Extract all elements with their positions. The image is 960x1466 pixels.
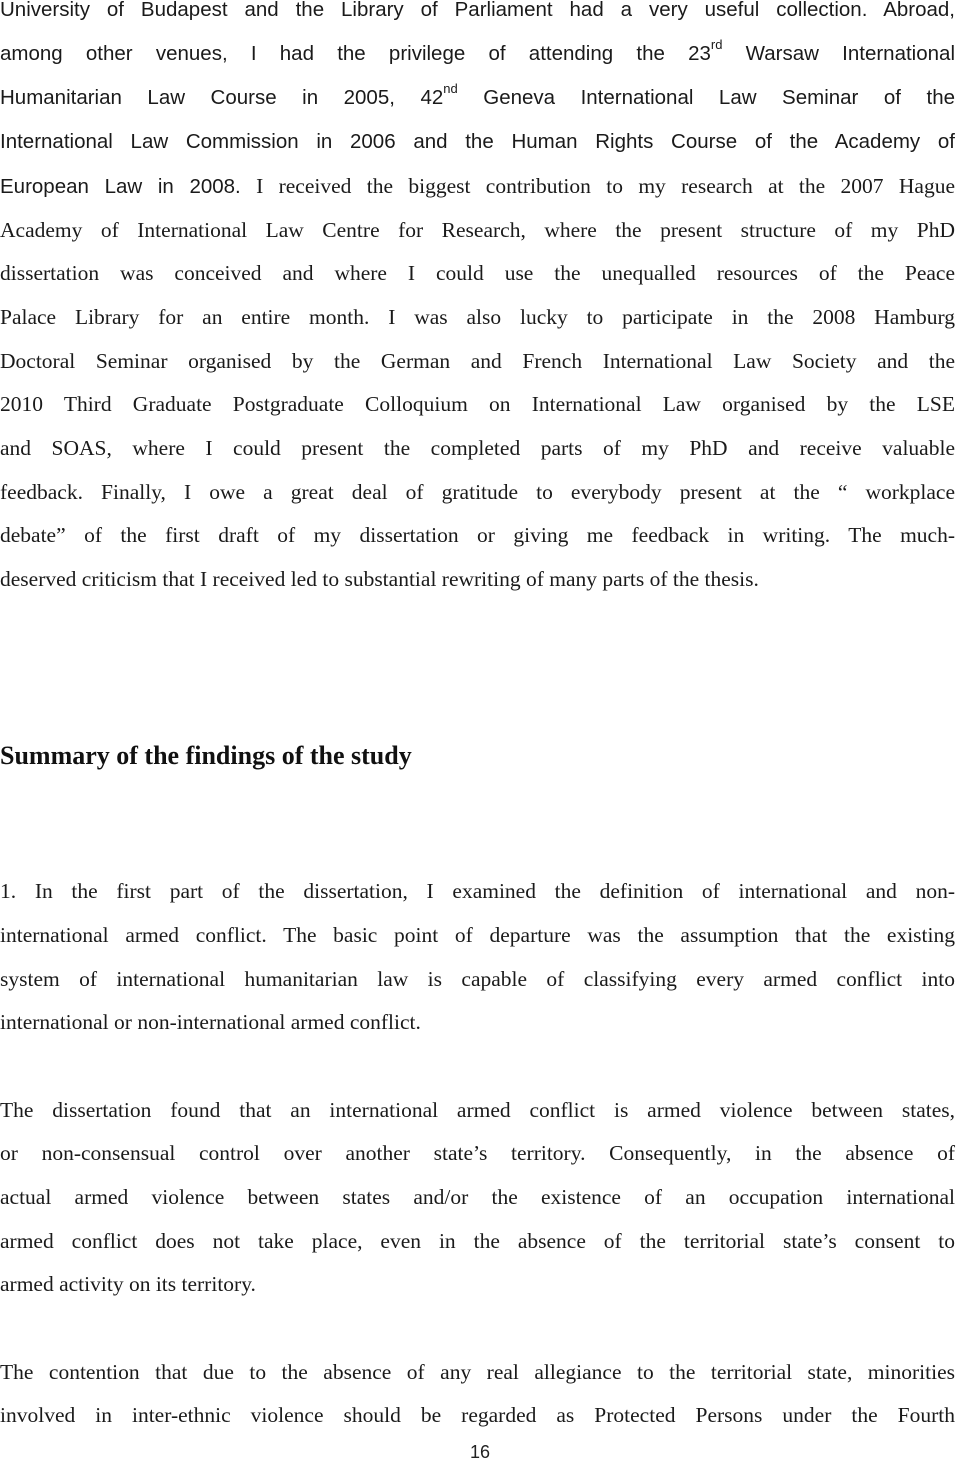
text-span: Warsaw International — [722, 42, 955, 65]
text-line — [0, 81, 955, 112]
section-heading: Summary of the findings of the study — [0, 741, 412, 770]
text-line — [0, 1401, 955, 1429]
text-span: 2010 Third Graduate Postgraduate Colloquium on International Law organised by the LSE — [0, 392, 955, 416]
text-span: among other venues, I had the privilege of attending the 23 — [0, 42, 711, 65]
text-span: deserved criticism that I received led to substantial rewriting of many parts of the thesis. — [0, 567, 759, 591]
text-span: international armed conflict. The basic point of departure was the assumption that the existing — [0, 923, 955, 947]
text-line — [0, 128, 955, 156]
text-span: and SOAS, where I could present the completed parts of my PhD and receive valuable — [0, 436, 955, 460]
text-line — [0, 877, 955, 905]
text-span: The dissertation found that an international armed conflict is armed violence between states, — [0, 1098, 955, 1122]
text-line — [0, 965, 955, 993]
text-span: international or non-international armed conflict. — [0, 1010, 421, 1034]
text-line — [0, 1270, 955, 1298]
text-line — [0, 303, 955, 331]
text-line — [0, 1227, 955, 1255]
text-span: armed conflict does not take place, even in the absence of the territorial state’s consent to — [0, 1229, 955, 1253]
text-span: I was also lucky to participate in the 2008 Hamburg — [369, 305, 956, 329]
text-line — [0, 434, 955, 462]
text-line — [0, 0, 955, 24]
text-span: debate” of the first draft of my dissertation or giving me feedback in writing. The much- — [0, 523, 955, 547]
text-span: Palace Library for an entire month. — [0, 305, 370, 329]
text-line — [0, 1358, 955, 1386]
text-line — [0, 565, 955, 593]
text-line — [0, 478, 955, 506]
text-span: Academy of International Law Centre for Research, where the present structure of my PhD — [0, 218, 955, 242]
text-line — [0, 921, 955, 949]
text-span: 1. In the first part of the dissertation, I examined the definition of international and non- — [0, 879, 955, 903]
text-span: European Law in 2008. — [0, 175, 241, 198]
text-span: Humanitarian Law Course in 2005, 42 — [0, 86, 444, 109]
text-line — [0, 1008, 955, 1036]
text-span: The contention that due to the absence of any real allegiance to the territorial state, minorities — [0, 1360, 955, 1384]
text-span: actual armed violence between states and/or the existence of an occupation international — [0, 1185, 955, 1209]
text-line — [0, 1096, 955, 1124]
text-line — [0, 390, 955, 418]
superscript: nd — [443, 81, 458, 97]
text-span: involved in inter-ethnic violence should be regarded as Protected Persons under the Fourth — [0, 1403, 955, 1427]
text-line — [0, 1139, 955, 1167]
text-span: Geneva International Law Seminar of the — [457, 86, 955, 109]
text-span: University of Budapest and the Library of Parliament had a very useful collection. Abroad, — [0, 0, 955, 21]
page-number: 16 — [469, 1442, 491, 1462]
text-span: dissertation was conceived and where I could use the unequalled resources of the Peace — [0, 261, 955, 285]
text-line — [0, 172, 955, 201]
text-line — [0, 347, 955, 375]
text-span: or non-consensual control over another state’s territory. — [0, 1141, 586, 1165]
text-span: Consequently, in the absence of — [585, 1141, 955, 1165]
text-line — [0, 259, 955, 287]
text-line — [0, 216, 955, 244]
text-span: feedback. Finally, I owe a great deal of gratitude to everybody present at the “ workplace — [0, 480, 955, 504]
text-line — [0, 37, 955, 68]
text-span: Doctoral Seminar organised by the German and French International Law Society and the — [0, 349, 955, 373]
text-span: I received the biggest contribution to my research at the 2007 Hague — [240, 174, 955, 198]
text-line — [0, 521, 955, 549]
text-span: International Law Commission in 2006 and the Human Rights Course of the Academy of — [0, 130, 955, 153]
superscript: rd — [710, 37, 723, 53]
text-line — [0, 1183, 955, 1211]
text-span: armed activity on its territory. — [0, 1272, 256, 1296]
text-span: system of international humanitarian law is capable of classifying every armed conflict into — [0, 967, 955, 991]
